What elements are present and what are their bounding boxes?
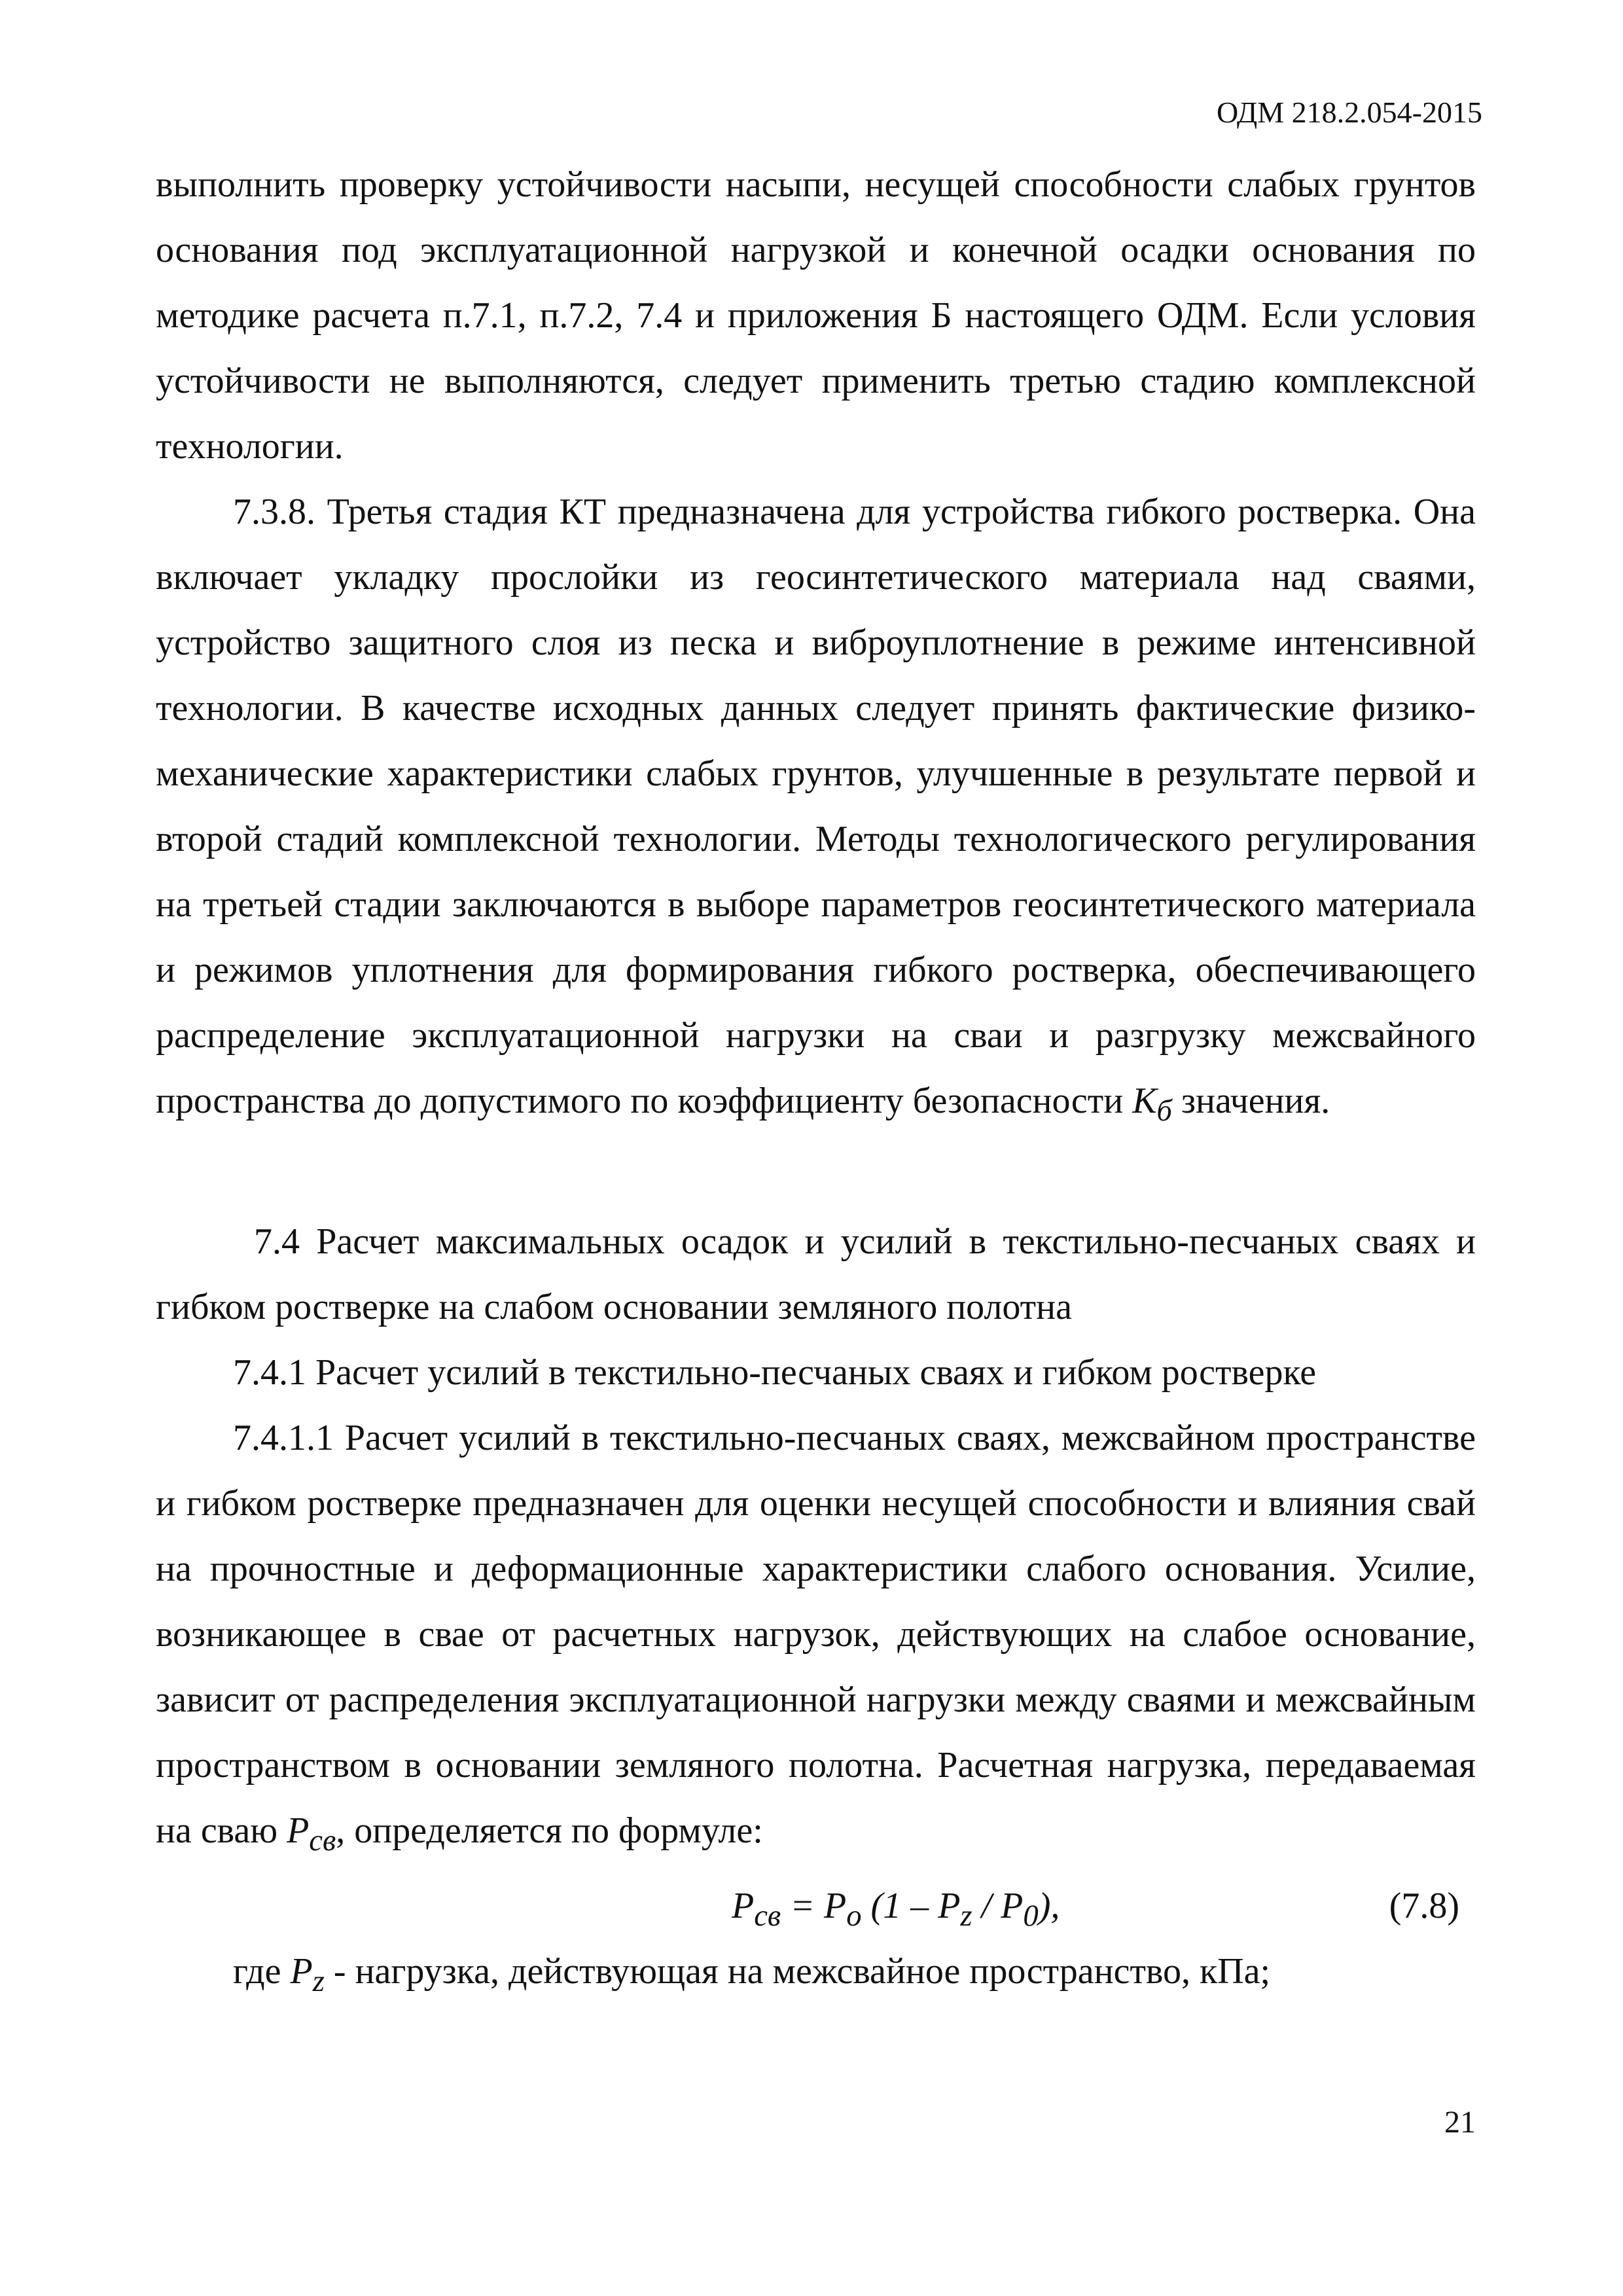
- document-code-header: ОДМ 218.2.054-2015: [1216, 96, 1482, 129]
- formula-expression: $P_{св} = P_о$ $(1 - P_z / P_0)$,: [732, 1886, 1060, 1933]
- paragraph-7-3-8: [156, 479, 1476, 1143]
- formula-number: (7.8): [1389, 1886, 1459, 1927]
- pile-load-symbol: $P_{св}$: [287, 1810, 336, 1858]
- formula-7-8: [156, 1873, 1476, 1939]
- paragraph-7-4-1-1-text: 7.4.1.1 Расчет усилий в текстильно-песчаных сваях, межсвайном пространстве и гибком ростверке предназначен для оценки несущей способности и влияния свай на прочностные и деформационные характеристики слабого основания. Усилие, возникающее в свае от расчетных нагрузок, действующих на слабое основание, зависит от распределения эксплуатационной нагрузки между сваями и межсвайным пространством в основании земляного полотна. Расчетная нагрузка, передаваемая на сваю: [156, 1418, 1476, 1852]
- page-number: 21: [1444, 2105, 1476, 2140]
- interpile-load-symbol: $P_z$: [290, 1951, 325, 1999]
- paragraph-stability-check: выполнить проверку устойчивости насыпи, несущей способности слабых грунтов основания под эксплуатационной нагрузкой и конечной осадки основания по методике расчета п.7.1, п.7.2, 7.4 и приложения Б настоящего ОДМ. Если условия устойчивости не выполняются, следует применить третью стадию комплексной технологии.: [156, 164, 1476, 467]
- formula-variable-definition: где $P_z$ - нагрузка, действующая на межсвайное пространство, кПа;: [233, 1951, 1271, 1999]
- subsection-heading-7-4-1: 7.4.1 Расчет усилий в текстильно-песчаных сваях и гибком ростверке: [233, 1352, 1317, 1393]
- paragraph-7-4-1-1: [156, 1405, 1476, 1873]
- safety-coefficient-symbol: $К_б$: [1132, 1081, 1172, 1128]
- section-gap: [156, 1143, 1476, 1209]
- paragraph-7-3-8-text: 7.3.8. Третья стадия КТ предназначена для устройства гибкого ростверка. Она включает укладку прослойки из геосинтетического материала над сваями, устройство защитного слоя из песка и виброуплотнение в режиме интенсивной технологии. В качестве исходных данных следует принять фактические физико-механические характеристики слабых грунтов, улучшенные в результате первой и второй стадий комплексной технологии. Методы технологического регулирования на третьей стадии заключаются в выборе параметров геосинтетического материала и режимов уплотнения для формирования гибкого ростверка, обеспечивающего распределение эксплуатационной нагрузки на сваи и разгрузку межсвайного пространства до допустимого по коэффициенту безопасности: [156, 492, 1476, 1121]
- paragraph-7-3-8-end: значения.: [1171, 1081, 1330, 1121]
- document-body: [156, 152, 1476, 2015]
- section-heading-7-4: 7.4 Расчет максимальных осадок и усилий в текстильно-песчаных сваях и гибком ростверке на слабом основании земляного полотна: [156, 1221, 1476, 1328]
- paragraph-7-4-1-1-end: , определяется по формуле:: [336, 1810, 763, 1852]
